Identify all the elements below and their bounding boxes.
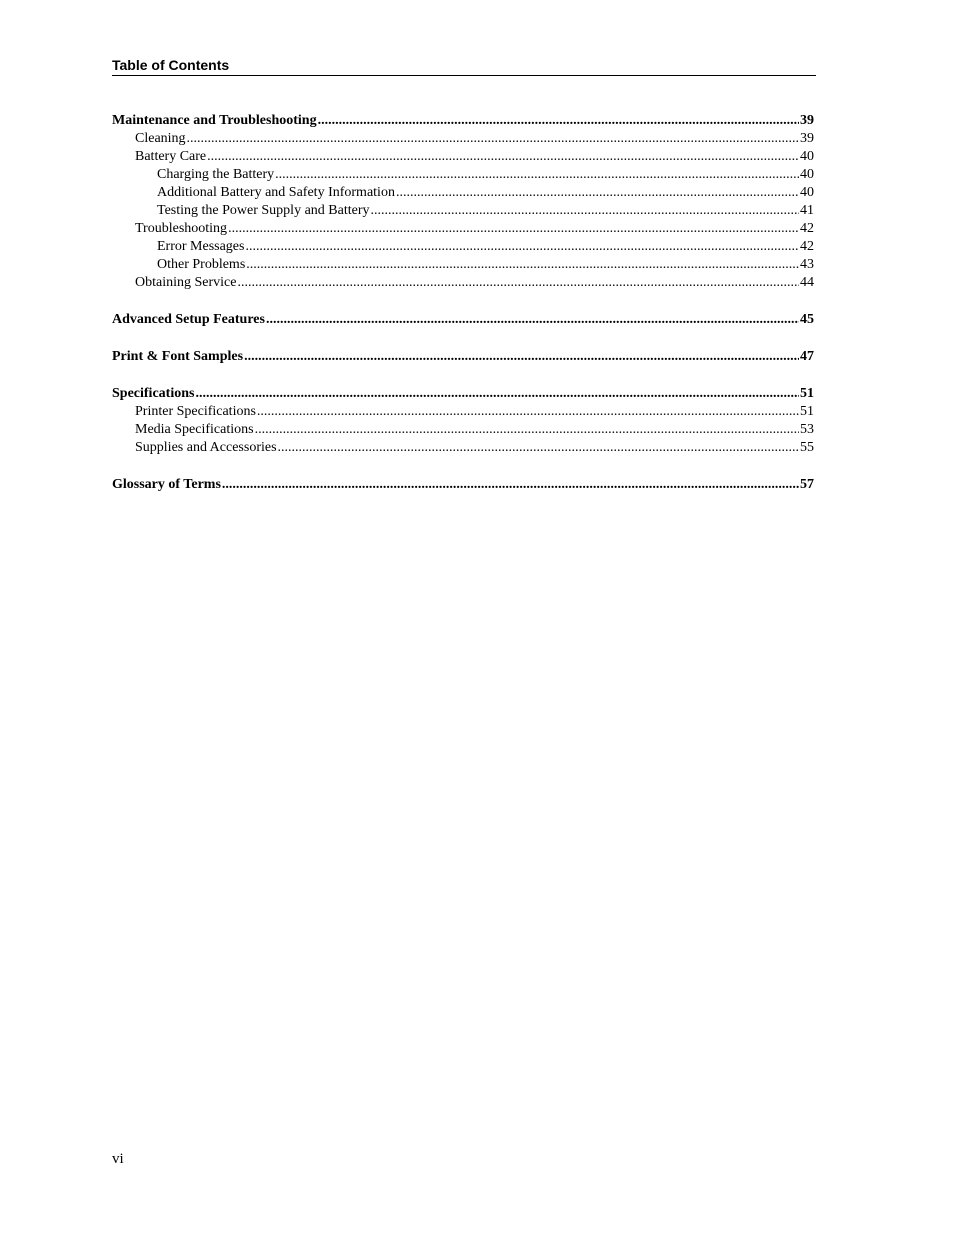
toc-entry-page-number: 39 [800, 131, 814, 146]
toc-entry[interactable] [112, 148, 814, 166]
toc-entry-page-number: 51 [800, 386, 814, 401]
toc-entry[interactable] [112, 220, 814, 238]
toc-entry-label: Print & Font Samples [112, 349, 244, 364]
toc-entry-page-number: 55 [800, 440, 814, 455]
dot-leader [244, 348, 799, 366]
toc-entry[interactable] [112, 184, 814, 202]
toc-entry-page-number: 40 [800, 185, 814, 200]
toc-entry-page-number: 40 [800, 167, 814, 182]
toc-entry-label: Charging the Battery [157, 167, 275, 182]
toc-entry-label: Advanced Setup Features [112, 312, 265, 327]
toc-entry-label: Media Specifications [135, 422, 254, 437]
toc-entry[interactable] [112, 166, 814, 184]
dot-leader [237, 274, 799, 292]
toc-entry-label: Additional Battery and Safety Information [157, 185, 395, 200]
dot-leader [396, 184, 799, 202]
toc-entry[interactable] [112, 476, 814, 494]
dot-leader [246, 256, 799, 274]
toc-entry-page-number: 53 [800, 422, 814, 437]
dot-leader [222, 476, 799, 494]
dot-leader [318, 112, 799, 130]
toc-entry-page-number: 43 [800, 257, 814, 272]
dot-leader [257, 403, 799, 421]
toc-entry-page-number: 47 [800, 349, 814, 364]
toc-entry-label: Testing the Power Supply and Battery [157, 203, 370, 218]
toc-entry[interactable] [112, 439, 814, 457]
toc-entry-page-number: 39 [800, 113, 814, 128]
dot-leader [275, 166, 799, 184]
toc-entry[interactable] [112, 311, 814, 329]
toc-entry[interactable] [112, 130, 814, 148]
toc-entry-label: Troubleshooting [135, 221, 228, 236]
toc-entry[interactable] [112, 238, 814, 256]
toc-entry-page-number: 40 [800, 149, 814, 164]
toc-entry[interactable] [112, 421, 814, 439]
toc-entry-page-number: 44 [800, 275, 814, 290]
toc-entry-label: Other Problems [157, 257, 246, 272]
toc-entry-page-number: 42 [800, 221, 814, 236]
dot-leader [207, 148, 799, 166]
toc-entry-label: Maintenance and Troubleshooting [112, 113, 317, 128]
toc-entry[interactable] [112, 274, 814, 292]
dot-leader [195, 385, 799, 403]
toc-entry[interactable] [112, 202, 814, 220]
dot-leader [228, 220, 799, 238]
toc-entry-label: Cleaning [135, 131, 186, 146]
dot-leader [187, 130, 799, 148]
toc-entry-page-number: 45 [800, 312, 814, 327]
toc-entry-label: Specifications [112, 386, 195, 401]
toc-entry-label: Supplies and Accessories [135, 440, 277, 455]
page-number: vi [112, 1151, 124, 1167]
toc-entry-label: Glossary of Terms [112, 477, 221, 492]
toc-entry-label: Battery Care [135, 149, 207, 164]
page-header [112, 56, 816, 76]
toc-entry-page-number: 57 [800, 477, 814, 492]
page-title: Table of Contents [112, 57, 230, 73]
dot-leader [278, 439, 799, 457]
toc-entry[interactable] [112, 348, 814, 366]
toc-section [112, 348, 814, 366]
toc-entry[interactable] [112, 385, 814, 403]
dot-leader [255, 421, 799, 439]
toc-entry[interactable] [112, 256, 814, 274]
toc-section [112, 476, 814, 494]
toc-entry[interactable] [112, 403, 814, 421]
dot-leader [371, 202, 800, 220]
toc-entry-page-number: 42 [800, 239, 814, 254]
toc-section [112, 112, 814, 292]
toc-entry-label: Error Messages [157, 239, 245, 254]
toc-entry-page-number: 41 [800, 203, 814, 218]
toc-entry-label: Obtaining Service [135, 275, 237, 290]
dot-leader [245, 238, 799, 256]
toc-entry-page-number: 51 [800, 404, 814, 419]
toc-section [112, 385, 814, 457]
dot-leader [266, 311, 799, 329]
table-of-contents [112, 112, 814, 513]
toc-entry-label: Printer Specifications [135, 404, 256, 419]
toc-section [112, 311, 814, 329]
toc-entry[interactable] [112, 112, 814, 130]
